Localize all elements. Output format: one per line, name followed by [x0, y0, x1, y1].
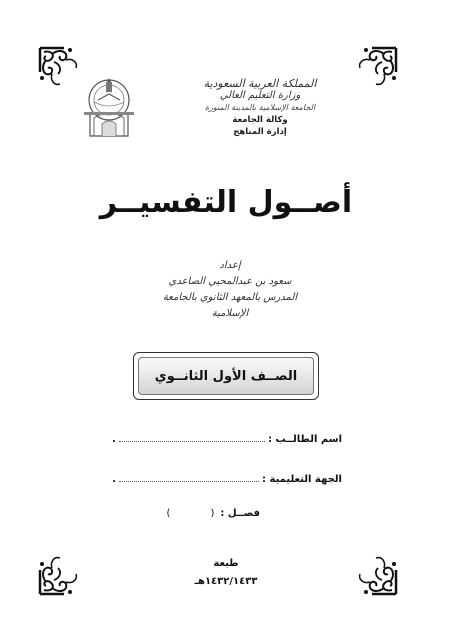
university-emblem-logo-icon	[80, 78, 138, 140]
prepared-by-block	[150, 258, 310, 322]
student-name-field[interactable]	[112, 434, 342, 445]
school-line[interactable]	[119, 481, 259, 482]
corner-ornament-icon	[352, 46, 398, 92]
corner-ornament-icon	[352, 550, 398, 596]
header-ministry: وزارة التعليم العالي	[219, 90, 301, 101]
edition-label: طبعة	[213, 558, 239, 569]
book-title: أصــول التفسيــر	[99, 185, 353, 220]
end-dot: .	[112, 474, 117, 485]
author-role: المدرس بالمعهد الثانوي بالجامعة الإسلامية	[162, 292, 298, 319]
header-country: المملكة العربية السعودية	[203, 77, 317, 90]
end-dot: .	[112, 434, 116, 445]
student-name-line[interactable]	[119, 441, 265, 442]
edition-block	[176, 555, 276, 591]
section-open-paren: (	[210, 508, 215, 519]
corner-ornament-icon	[38, 550, 84, 596]
corner-ornament-icon	[38, 46, 84, 92]
student-name-label: اسم الطالــب :	[268, 434, 342, 445]
section-field[interactable]	[167, 508, 260, 519]
section-close-paren: )	[166, 508, 171, 519]
edition-year: ١٤٣٢/١٤٣٣هـ	[194, 576, 258, 587]
section-label: فصــل :	[220, 508, 260, 519]
header-department: إدارة المناهج	[233, 127, 287, 137]
header-agency: وكالة الجامعة	[232, 115, 288, 125]
class-level-label: الصــف الأول الثانــوي	[138, 357, 314, 395]
institution-header	[180, 78, 340, 138]
school-label: الجهة التعليمية :	[262, 474, 342, 485]
author-name: سعود بن عبدالمحيي الصاعدي	[168, 276, 292, 287]
class-level-box	[133, 352, 319, 400]
prepared-by-label: إعداد	[219, 260, 241, 271]
header-university: الجامعة الإسلامية بالمدينة المنورة	[204, 103, 316, 112]
school-field[interactable]	[112, 474, 342, 485]
